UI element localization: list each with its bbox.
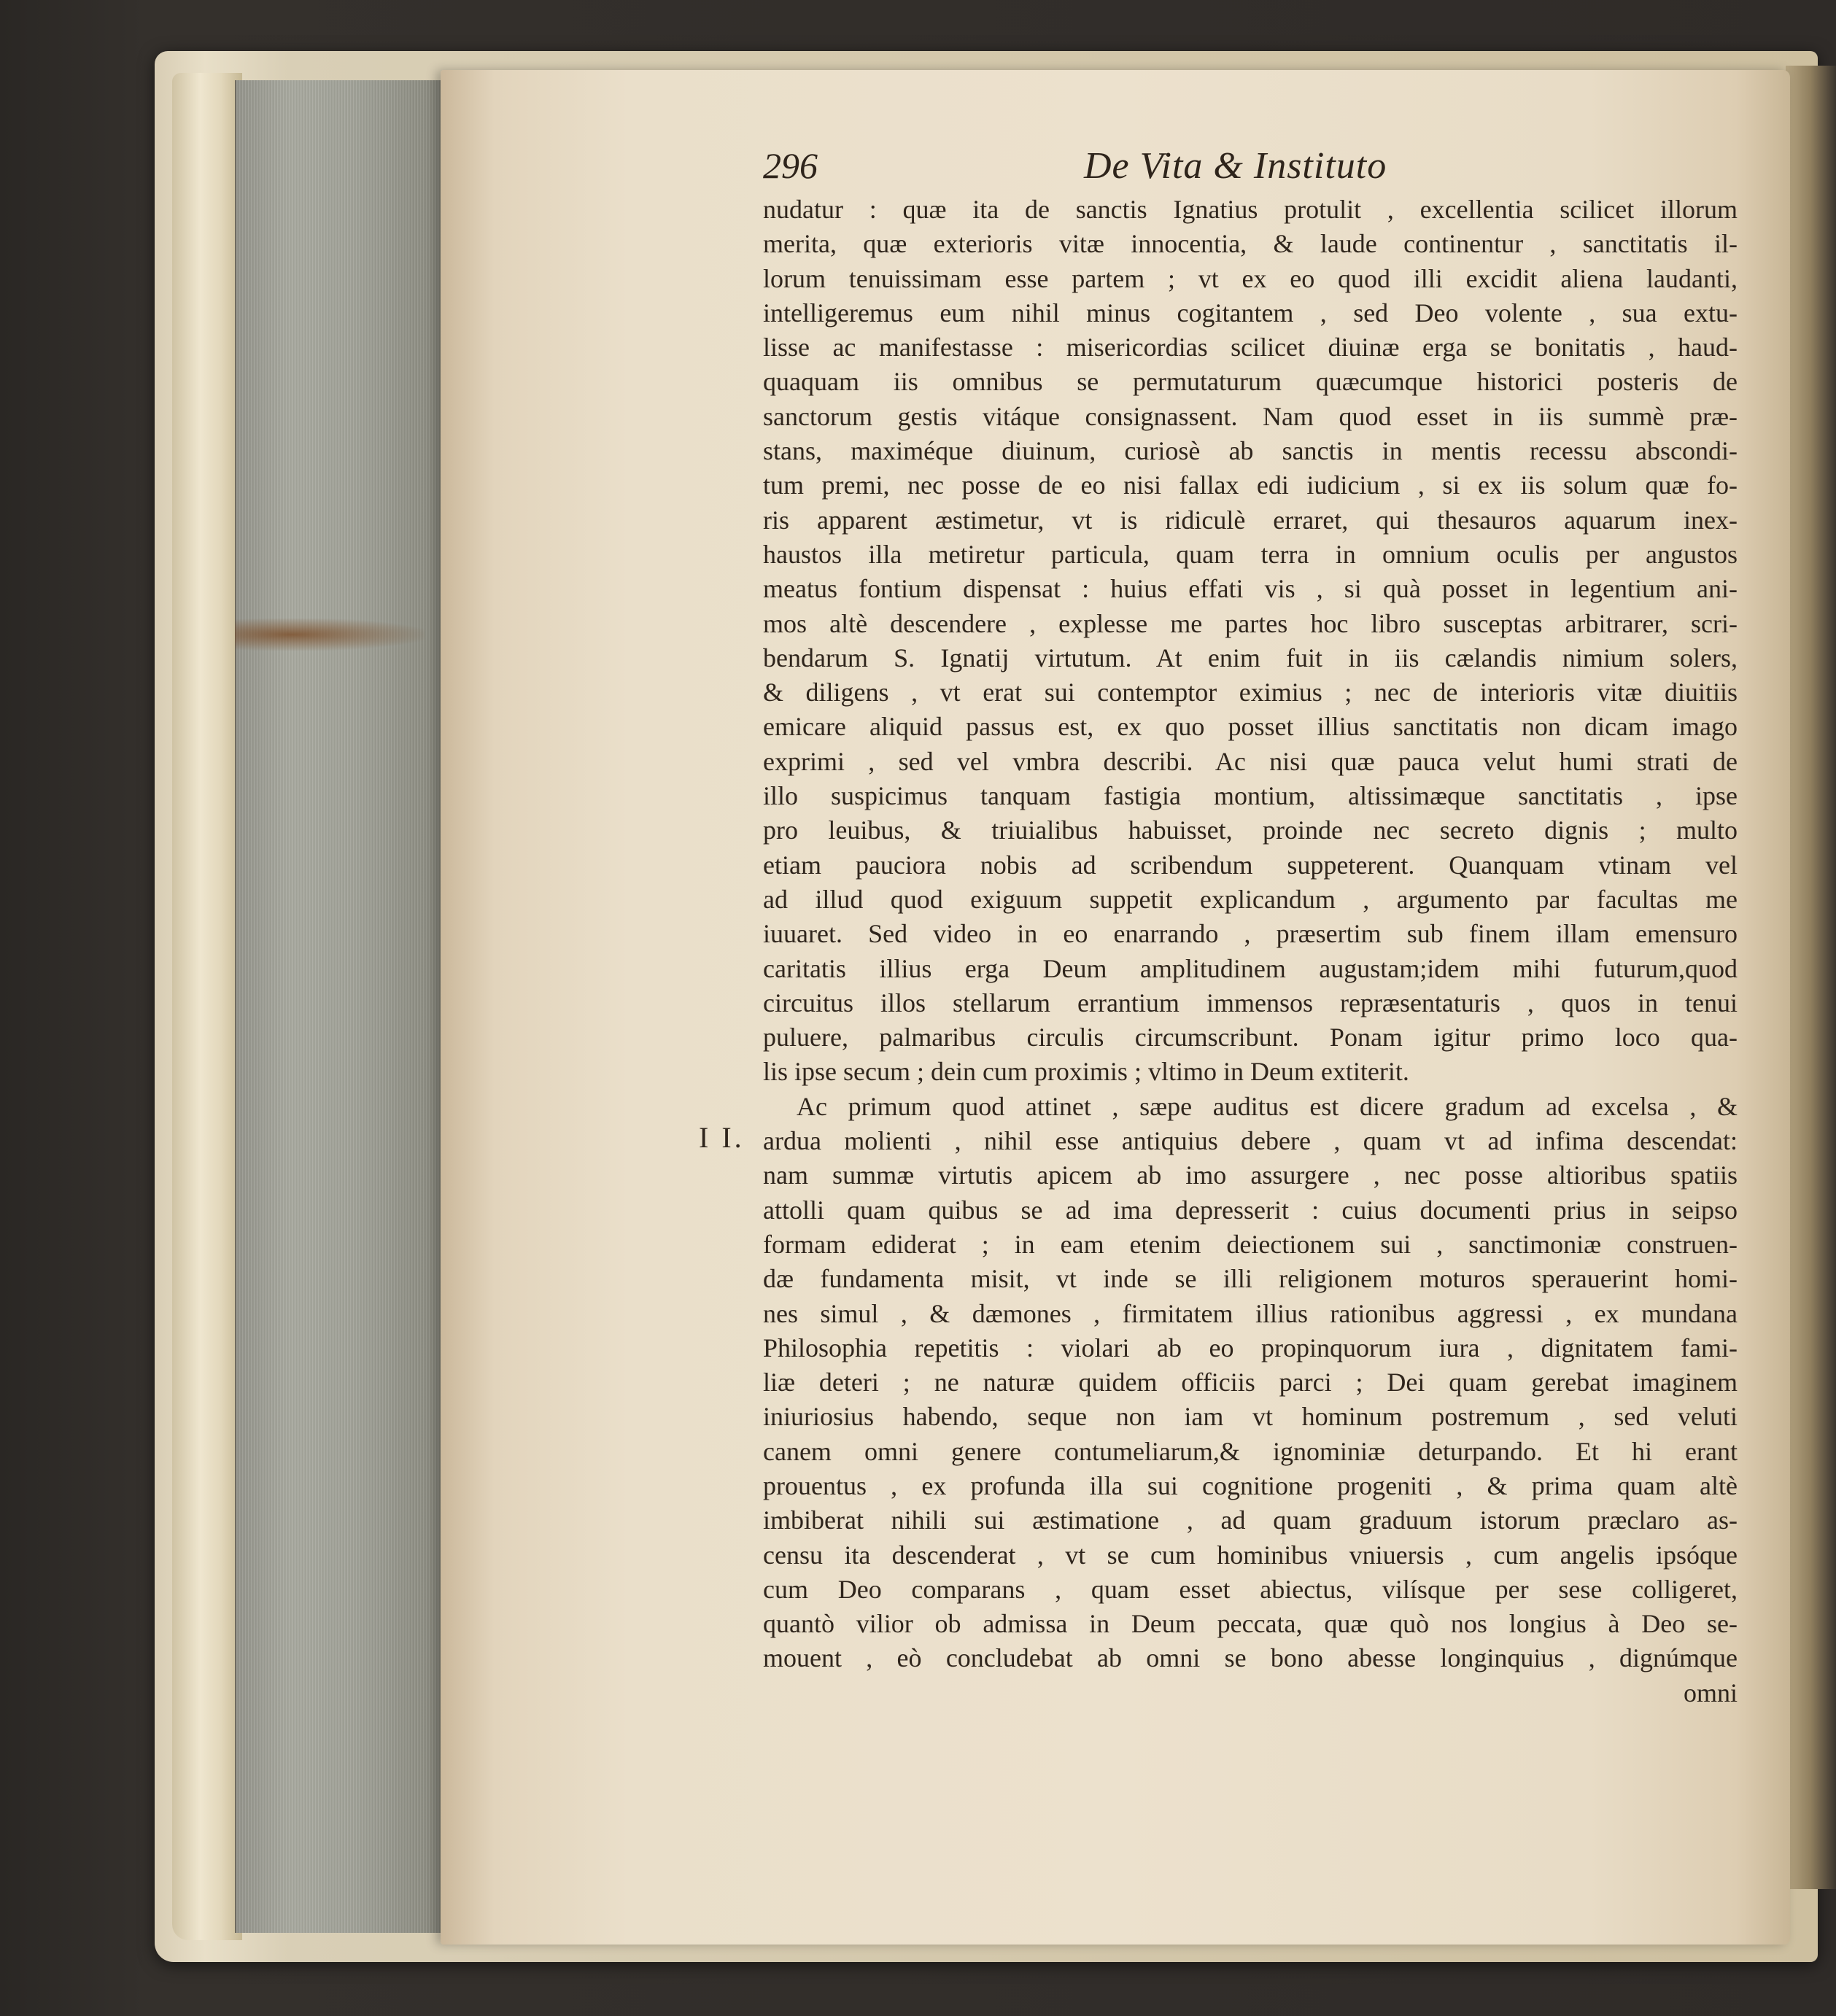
text-line: ad illud quod exiguum suppetit explicandum , argumento par facultas me bbox=[763, 884, 1738, 914]
text-line: etiam pauciora nobis ad scribendum suppeterent. Quanquam vtinam vel bbox=[763, 850, 1738, 880]
text-line: lis ipse secum ; dein cum proximis ; vltimo in Deum extiterit. bbox=[763, 1057, 1409, 1087]
text-column bbox=[763, 193, 1738, 1710]
text-line: canem omni genere contumeliarum,& ignominiæ deturpando. Et hi erant bbox=[763, 1436, 1738, 1466]
text-line: nudatur : quæ ita de sanctis Ignatius protulit , excellentia scilicet illorum bbox=[763, 195, 1738, 224]
text-line: haustos illa metiretur particula, quam terra in omnium oculis per angustos bbox=[763, 539, 1738, 569]
text-line: iniuriosius habendo, seque non iam vt hominum postremum , sed veluti bbox=[763, 1402, 1738, 1432]
text-line: nes simul , & dæmones , firmitatem illius rationibus aggressi , ex mundana bbox=[763, 1298, 1738, 1328]
page-edges bbox=[235, 80, 455, 1933]
text-line: censu ita descenderat , vt se cum hominibus vniuersis , cum angelis ipsóque bbox=[763, 1540, 1738, 1570]
text-line: mos altè descendere , explesse me partes hoc libro susceptas arbitrarer, scri- bbox=[763, 608, 1738, 638]
text-line: prouentus , ex profunda illa sui cognitione progeniti , & prima quam altè bbox=[763, 1470, 1738, 1500]
text-line: quantò vilior ob admissa in Deum peccata, quæ quò nos longius à Deo se- bbox=[763, 1609, 1738, 1639]
binding-gutter bbox=[1786, 66, 1836, 1889]
text-line: cum Deo comparans , quam esset abiectus, vilísque per sese colligeret, bbox=[763, 1574, 1738, 1604]
text-line: sanctorum gestis vitáque consignassent. Nam quod esset in iis summè præ- bbox=[763, 401, 1738, 431]
text-line: & diligens , vt erat sui contemptor eximius ; nec de interioris vitæ diuitiis bbox=[763, 678, 1738, 707]
section-numeral: I I. bbox=[699, 1121, 745, 1154]
text-line: liæ deteri ; ne naturæ quidem officiis parci ; Dei quam gerebat imaginem bbox=[763, 1368, 1738, 1397]
text-line: Philosophia repetitis : violari ab eo propinquorum iura , dignitatem fami- bbox=[763, 1333, 1738, 1362]
text-line: pro leuibus, & triuialibus habuisset, proinde nec secreto dignis ; multo bbox=[763, 815, 1738, 845]
text-line: lorum tenuissimam esse partem ; vt ex eo quod illi excidit aliena laudanti, bbox=[763, 263, 1738, 293]
text-line: Ac primum quod attinet , sæpe auditus est dicere gradum ad excelsa , & bbox=[797, 1091, 1738, 1121]
text-line: dæ fundamenta misit, vt inde se illi religionem moturos sperauerint homi- bbox=[763, 1264, 1738, 1294]
running-head bbox=[763, 144, 1749, 195]
text-line: formam ediderat ; in eam etenim deiectionem sui , sanctimoniæ construen- bbox=[763, 1229, 1738, 1259]
text-line: ris apparent æstimetur, vt is ridiculè erraret, qui thesauros aquarum inex- bbox=[763, 505, 1738, 535]
catchword: omni bbox=[1683, 1678, 1738, 1707]
text-line: intelligeremus eum nihil minus cogitantem , sed Deo volente , sua extu- bbox=[763, 298, 1738, 327]
text-line: iuuaret. Sed video in eo enarrando , præsertim sub finem illam emensuro bbox=[763, 919, 1738, 949]
text-line: emicare aliquid passus est, ex quo posset illius sanctitatis non dicam imago bbox=[763, 712, 1738, 742]
vellum-cover-flap bbox=[172, 73, 242, 1940]
text-line: quaquam iis omnibus se permutaturum quæcumque historici posteris de bbox=[763, 367, 1738, 397]
text-line: stans, maximéque diuinum, curiosè ab sanctis in mentis recessu abscondi- bbox=[763, 436, 1738, 466]
stain-mark bbox=[235, 619, 425, 651]
text-line: meatus fontium dispensat : huius effati vis , si quà posset in legentium ani- bbox=[763, 574, 1738, 604]
text-line: puluere, palmaribus circulis circumscribunt. Ponam igitur primo loco qua- bbox=[763, 1023, 1738, 1052]
text-line: lisse ac manifestasse : misericordias scilicet diuinæ erga se bonitatis , haud- bbox=[763, 333, 1738, 363]
text-line: ardua molienti , nihil esse antiquius debere , quam vt ad infima descendat: bbox=[763, 1126, 1738, 1156]
text-line: bendarum S. Ignatij virtutum. At enim fuit in iis cælandis nimium solers, bbox=[763, 643, 1738, 672]
text-line: exprimi , sed vel vmbra describi. Ac nisi quæ pauca velut humi strati de bbox=[763, 746, 1738, 776]
text-line: imbiberat nihili sui æstimatione , ad quam graduum istorum præclaro as- bbox=[763, 1505, 1738, 1535]
text-line: circuitus illos stellarum errantium immensos repræsentaturis , quos in tenui bbox=[763, 988, 1738, 1017]
running-title: De Vita & Instituto bbox=[1084, 145, 1387, 187]
text-line: illo suspicimus tanquam fastigia montium, altissimæque sanctitatis , ipse bbox=[763, 781, 1738, 811]
text-line: tum premi, nec posse de eo nisi fallax edi iudicium , si ex iis solum quæ fo- bbox=[763, 470, 1738, 500]
page-number: 296 bbox=[763, 145, 818, 186]
text-line: mouent , eò concludebat ab omni se bono abesse longinquius , dignúmque bbox=[763, 1643, 1738, 1673]
text-line: attolli quam quibus se ad ima depresserit : cuius documenti prius in seipso bbox=[763, 1195, 1738, 1225]
text-line: caritatis illius erga Deum amplitudinem augustam;idem mihi futurum,quod bbox=[763, 953, 1738, 983]
text-line: nam summæ virtutis apicem ab imo assurgere , nec posse altioribus spatiis bbox=[763, 1160, 1738, 1190]
text-line: merita, quæ exterioris vitæ innocentia, & laude continentur , sanctitatis il- bbox=[763, 229, 1738, 259]
